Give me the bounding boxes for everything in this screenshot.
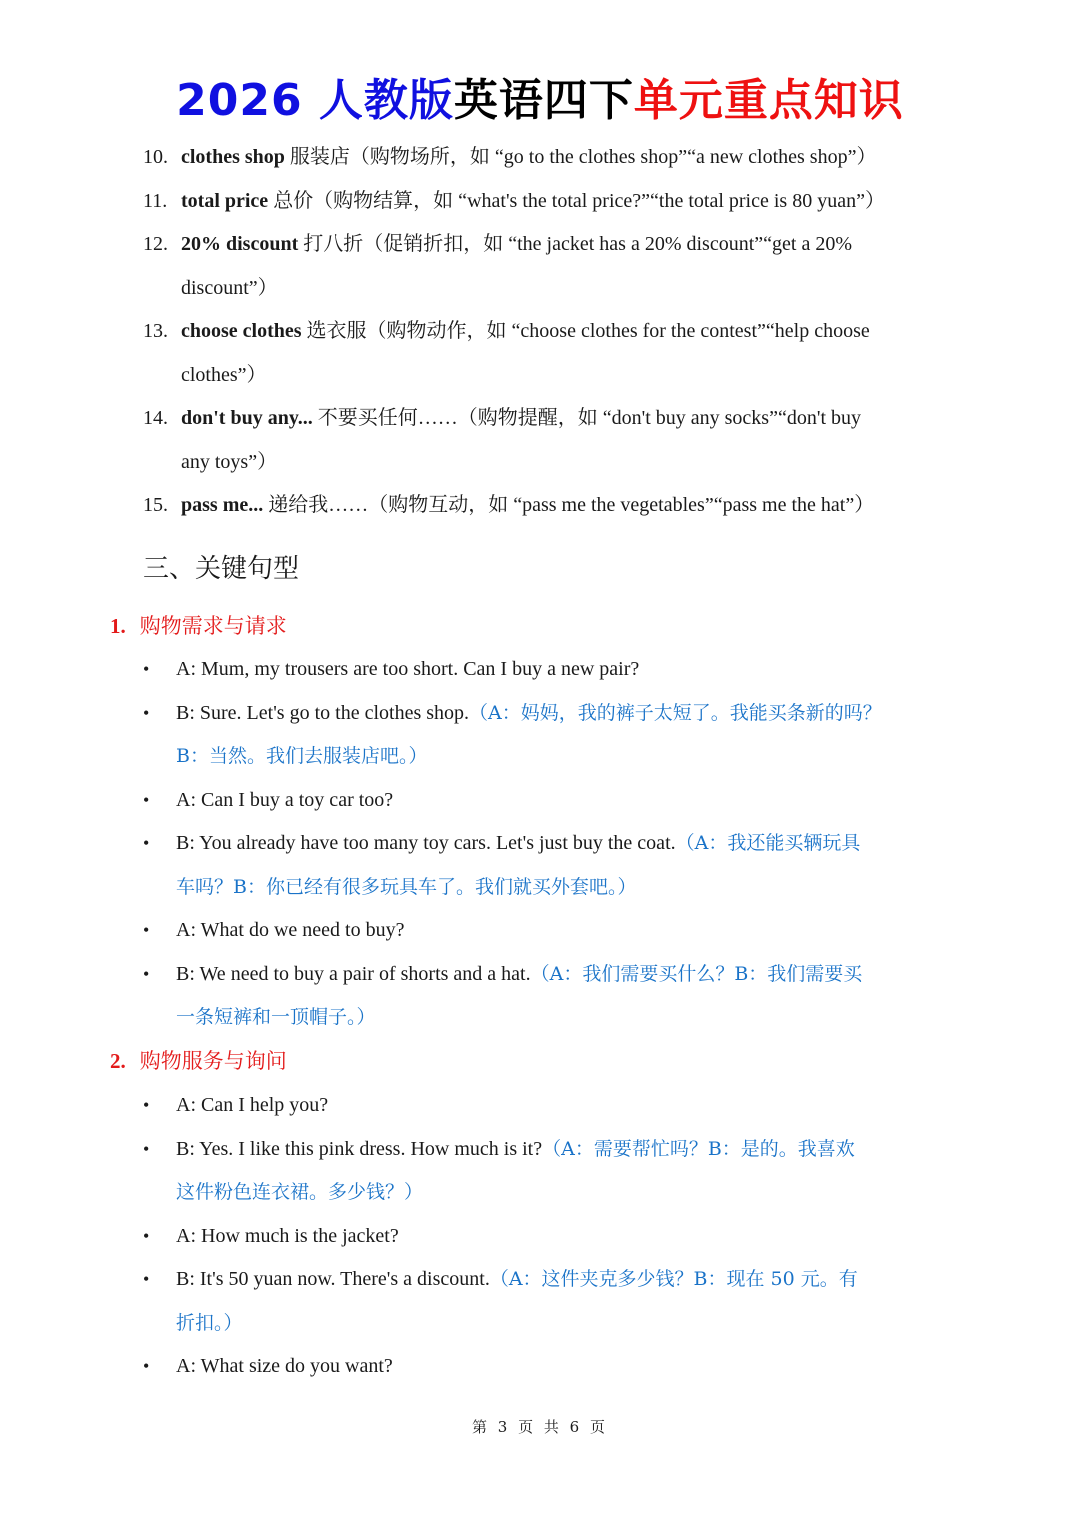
subsection-heading (110, 1046, 287, 1076)
vocab-term: choose clothes (181, 320, 302, 342)
sentence-en: B: We need to buy a pair of shorts and a hat. (176, 962, 531, 985)
vocab-item (143, 484, 943, 528)
sentence-translation: B：当然。我们去服装店吧。） (176, 745, 428, 767)
subsection-title: 购物需求与请求 (139, 614, 287, 638)
list-item (143, 692, 943, 736)
vocab-number: 15. (143, 494, 168, 516)
vocab-number: 12. (143, 233, 168, 255)
vocab-term: don't buy any... (181, 407, 313, 429)
sentence-translation: （A：这件夹克多少钱？B：现在 50 元。有 (489, 1268, 858, 1290)
vocab-number: 14. (143, 407, 168, 429)
subsection-number: 1. (110, 614, 126, 638)
vocab-item (143, 180, 943, 224)
vocab-number: 11. (143, 189, 168, 212)
bullet-icon: • (143, 659, 150, 679)
subsection-heading (110, 611, 287, 641)
vocab-term: total price (181, 189, 269, 212)
bullet-icon: • (143, 1269, 150, 1289)
vocab-term: pass me... (181, 494, 264, 516)
sentence-translation: （A：需要帮忙吗？B：是的。我喜欢 (542, 1137, 855, 1160)
page-footer: 第 3 页 共 6 页 (472, 1418, 608, 1436)
sentence-en: B: You already have too many toy cars. Let's just buy the coat. (176, 832, 676, 854)
sentence-translation: 车吗？B：你已经有很多玩具车了。我们就买外套吧。） (176, 875, 637, 898)
list-item (143, 909, 943, 953)
sentence-en: B: Yes. I like this pink dress. How much is it? (176, 1137, 543, 1160)
page-title (0, 66, 1080, 136)
vocab-item-continued: discount”） (181, 276, 278, 299)
vocab-item (143, 397, 943, 441)
vocab-number: 10. (143, 146, 168, 168)
bullet-icon: • (143, 702, 150, 723)
vocab-desc: 不要买任何……（购物提醒，如 “don't buy any socks”“don't buy (312, 407, 862, 429)
bullet-icon: • (143, 1356, 150, 1376)
vocab-item-continued: any toys”） (181, 450, 278, 473)
list-item-continued (143, 1302, 943, 1346)
list-item-continued (143, 866, 943, 910)
sentence-translation: 这件粉色连衣裙。多少钱？） (176, 1181, 424, 1203)
sentence-list (143, 1084, 943, 1389)
bullet-icon: • (143, 1095, 150, 1115)
sentence-en: B: It's 50 yuan now. There's a discount. (176, 1268, 490, 1290)
title-part-year: 2026 人教版 (176, 75, 454, 126)
sentence-translation: （A：妈妈，我的裤子太短了。我能买条新的吗？ (469, 701, 882, 724)
sentence-en: A: What size do you want? (176, 1355, 393, 1377)
vocab-item (143, 223, 943, 267)
list-item (143, 648, 943, 692)
sentence-en: A: How much is the jacket? (176, 1224, 399, 1247)
sentence-en: B: Sure. Let's go to the clothes shop. (176, 701, 470, 724)
list-item (143, 779, 943, 823)
bullet-icon: • (143, 963, 150, 984)
list-item (143, 1345, 943, 1389)
bullet-icon: • (143, 1225, 150, 1246)
list-item (143, 953, 943, 997)
list-item (143, 1215, 943, 1259)
vocab-desc: 递给我……（购物互动，如 “pass me the vegetables”“pass me the hat”） (263, 494, 875, 516)
vocab-desc: 打八折（促销折扣，如 “the jacket has a 20% discount”“get a 20% (298, 233, 852, 255)
bullet-icon: • (143, 1138, 150, 1159)
bullet-icon: • (143, 920, 150, 940)
section-heading: 三、关键句型 (143, 554, 300, 584)
subsection-title: 购物服务与询问 (139, 1049, 287, 1073)
vocab-number: 13. (143, 320, 168, 342)
vocab-term: 20% discount (181, 233, 299, 255)
list-item (143, 1084, 943, 1128)
vocab-item (143, 310, 943, 354)
subsection-number: 2. (110, 1049, 126, 1073)
bullet-icon: • (143, 833, 150, 853)
sentence-translation: （A：我们需要买什么？B：我们需要买 (530, 962, 863, 985)
vocab-item-continued: clothes”） (181, 363, 267, 386)
sentence-en: A: Can I help you? (176, 1094, 329, 1116)
sentence-en: A: What do we need to buy? (176, 919, 405, 941)
list-item-continued (143, 1171, 943, 1215)
vocab-item (143, 136, 943, 180)
sentence-list (143, 648, 943, 1040)
list-item (143, 1128, 943, 1172)
vocab-list (143, 136, 943, 528)
list-item-continued (143, 996, 943, 1040)
vocab-desc: 选衣服（购物动作，如 “choose clothes for the contest”“help choose (301, 320, 870, 342)
bullet-icon: • (143, 789, 150, 810)
sentence-translation: （A：我还能买辆玩具 (675, 832, 861, 854)
list-item-continued (143, 735, 943, 779)
sentence-translation: 折扣。） (176, 1311, 243, 1334)
vocab-desc: 总价（购物结算，如 “what's the total price?”“the total price is 80 yuan”） (268, 189, 885, 212)
sentence-translation: 一条短裤和一顶帽子。） (176, 1006, 376, 1028)
vocab-term: clothes shop (181, 146, 285, 168)
title-part-topic: 单元重点知识 (633, 75, 904, 126)
list-item (143, 1258, 943, 1302)
sentence-en: A: Can I buy a toy car too? (176, 788, 394, 811)
list-item (143, 822, 943, 866)
vocab-desc: 服装店（购物场所，如 “go to the clothes shop”“a new clothes shop”） (284, 146, 877, 168)
title-part-subject: 英语四下 (453, 75, 634, 126)
sentence-en: A: Mum, my trousers are too short. Can I buy a new pair? (176, 658, 640, 680)
